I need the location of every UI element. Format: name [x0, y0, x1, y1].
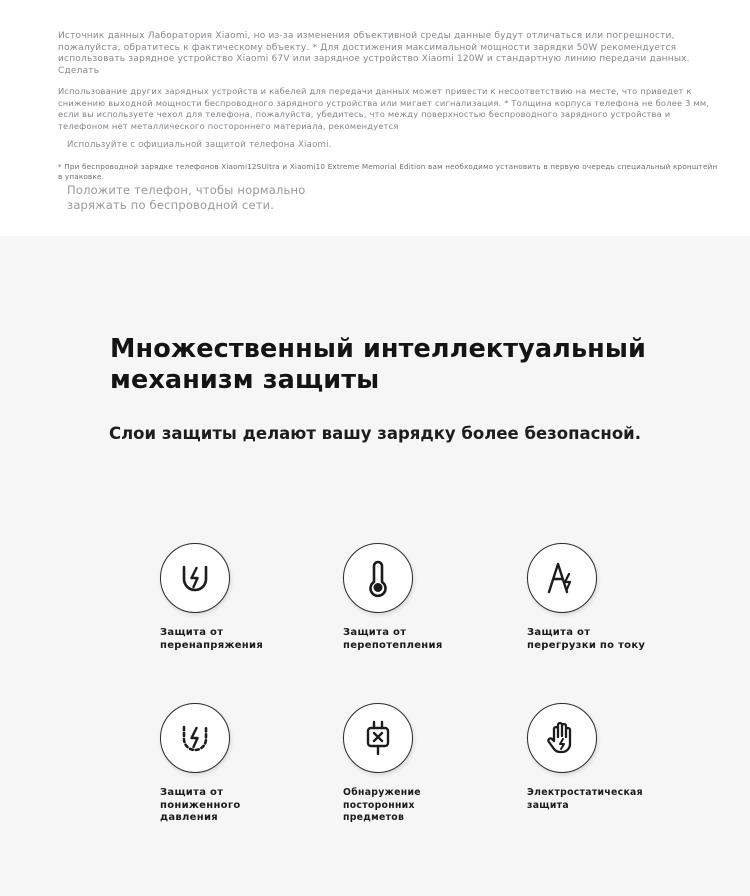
feature-electrostatic: [527, 703, 727, 812]
disclaimer-text-4: * При беспроводной зарядке телефонов Xiaomi12SUltra и Xiaomi10 Extreme Memorial Edition вам необходимо установить в первую очередь специальный кронштейн в упаковке.: [58, 162, 718, 181]
section-subheading: Слои защиты делают вашу зарядку более безопасной.: [108, 424, 641, 443]
thermometer-icon: [343, 543, 413, 613]
disclaimer-text-1: Источник данных Лаборатория Xiaomi, но из-за изменения объективной среды данные будут отличаться или погрешности, пожалуйста, обратитесь к фактическому объекту. * Для достижения максимальной мощности зарядки 50W рекомендуется использовать зарядное устройство Xiaomi 67V или зарядное устройство Xiaomi 120W и стандартную линию передачи данных. Сделать: [58, 31, 690, 76]
undervoltage-icon: [160, 703, 230, 773]
disclaimer-text-5: Положите телефон, чтобы нормально заряжать по беспроводной сети.: [67, 183, 306, 212]
feature-overvoltage: [160, 543, 360, 652]
overvoltage-icon: [160, 543, 230, 613]
section-heading: Множественный интеллектуальный механизм защиты: [110, 334, 647, 395]
disclaimer-section: [0, 0, 750, 236]
feature-foreign-object: [343, 703, 543, 825]
feature-label: Защита от перенапряжения: [160, 627, 264, 651]
feature-label: Электростатическая защита: [527, 787, 643, 811]
overcurrent-icon: [527, 543, 597, 613]
foreign-object-icon: [343, 703, 413, 773]
feature-label: Защита от пониженного давления: [160, 787, 241, 823]
hand-icon: [527, 703, 597, 773]
feature-overheat: [343, 543, 543, 652]
feature-overcurrent: [527, 543, 727, 652]
feature-label: Защита от перегрузки по току: [527, 627, 646, 651]
feature-undervoltage: [160, 703, 360, 825]
feature-label: Обнаружение посторонних предметов: [343, 787, 421, 823]
disclaimer-text-2: Использование других зарядных устройств и кабелей для передачи данных может привести к несоответствию на месте, что приведет к снижению выходной мощности беспроводного зарядного устройства или мигает сигнализация. * Толщина корпуса телефона не более 3 мм, если вы используете чехол для телефона, пожалуйста, убедитесь, что между поверхностью беспроводного зарядного устройства и телефоном нет металлического постороннего материала, рекомендуется: [58, 86, 710, 131]
feature-label: Защита от перепотепления: [343, 627, 443, 651]
disclaimer-text-3: Используйте с официальной защитой телефона Xiaomi.: [67, 140, 332, 150]
